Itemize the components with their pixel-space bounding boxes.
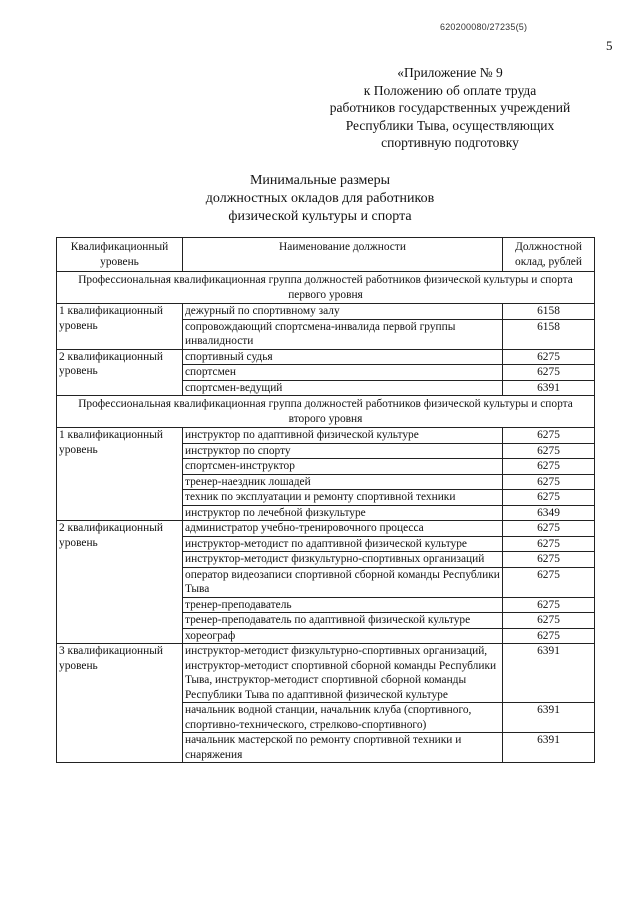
position-salary: 6275 [503,490,595,506]
position-salary: 6275 [503,552,595,568]
position-name: тренер-преподаватель по адаптивной физической культуре [183,613,503,629]
position-salary: 6275 [503,628,595,644]
position-salary: 6275 [503,349,595,365]
position-name: инструктор по лечебной физкультуре [183,505,503,521]
group-title: Профессиональная квалификационная группа должностей работников физической культуры и спорта первого уровня [57,272,595,304]
document-heading [170,172,470,226]
appendix-line: «Приложение № 9 [397,65,503,80]
position-salary: 6275 [503,597,595,613]
position-name: начальник водной станции, начальник клуба (спортивного, спортивно-технического, стрелково-спортивного) [183,703,503,733]
position-salary: 6275 [503,474,595,490]
header-salary: Должностной оклад, рублей [503,238,595,272]
appendix-line: Республики Тыва, осуществляющих [345,117,555,133]
position-name: инструктор-методист физкультурно-спортивных организаций, инструктор-методист спортивной сборной команды Республики Тыва, инструктор-методист спортивной сборной команды Республики Тыва по адаптивной физической культуре [183,644,503,703]
group-title: Профессиональная квалификационная группа должностей работников физической культуры и спорта второго уровня [57,396,595,428]
table-row [57,304,595,320]
position-name: спортивный судья [183,349,503,365]
position-name: начальник мастерской по ремонту спортивной техники и снаряжения [183,733,503,763]
table-row [57,349,595,365]
header-position: Наименование должности [183,238,503,272]
position-name: дежурный по спортивному залу [183,304,503,320]
position-salary: 6391 [503,703,595,733]
group-row [57,272,595,304]
table-row [57,644,595,703]
position-name: спортсмен-инструктор [183,459,503,475]
position-name: инструктор-методист по адаптивной физической культуре [183,536,503,552]
position-salary: 6391 [503,644,595,703]
position-salary: 6391 [503,733,595,763]
appendix-reference [300,64,600,152]
position-name: спортсмен [183,365,503,381]
qualification-level: 1 квалификационный уровень [57,304,183,350]
qualification-level: 2 квалификационный уровень [57,521,183,644]
position-salary: 6349 [503,505,595,521]
position-name: администратор учебно-тренировочного процесса [183,521,503,537]
position-salary: 6275 [503,521,595,537]
position-name: техник по эксплуатации и ремонту спортивной техники [183,490,503,506]
position-name: инструктор по адаптивной физической культуре [183,428,503,444]
salary-table [56,237,595,763]
position-name: инструктор-методист физкультурно-спортивных организаций [183,552,503,568]
position-salary: 6275 [503,428,595,444]
table-row [57,428,595,444]
position-name: спортсмен-ведущий [183,380,503,396]
position-salary: 6275 [503,459,595,475]
position-name: инструктор по спорту [183,443,503,459]
position-name: тренер-наездник лошадей [183,474,503,490]
document-code: 620200080/27235(5) [440,22,528,32]
page-number: 5 [606,38,613,53]
header-level: Квалификационный уровень [57,238,183,272]
position-name: оператор видеозаписи спортивной сборной команды Республики Тыва [183,567,503,597]
qualification-level: 1 квалификационный уровень [57,428,183,521]
position-salary: 6275 [503,613,595,629]
position-salary: 6275 [503,567,595,597]
position-salary: 6275 [503,536,595,552]
salary-table-body [57,238,595,763]
appendix-line: к Положению об оплате труда [363,82,537,98]
appendix-line: спортивную подготовку [381,135,519,150]
appendix-line: работников государственных учреждений [329,100,571,115]
heading-line: должностных окладов для работников [205,191,435,206]
position-salary: 6158 [503,319,595,349]
position-name: хореограф [183,628,503,644]
qualification-level: 2 квалификационный уровень [57,349,183,396]
table-header-row [57,238,595,272]
position-name: тренер-преподаватель [183,597,503,613]
position-salary: 6275 [503,443,595,459]
table-row [57,521,595,537]
position-salary: 6391 [503,380,595,396]
heading-line: физической культуры и спорта [228,209,412,224]
position-salary: 6275 [503,365,595,381]
heading-line: Минимальные размеры [249,173,391,188]
position-salary: 6158 [503,304,595,320]
position-name: сопровождающий спортсмена-инвалида первой группы инвалидности [183,319,503,349]
group-row [57,396,595,428]
qualification-level: 3 квалификационный уровень [57,644,183,763]
